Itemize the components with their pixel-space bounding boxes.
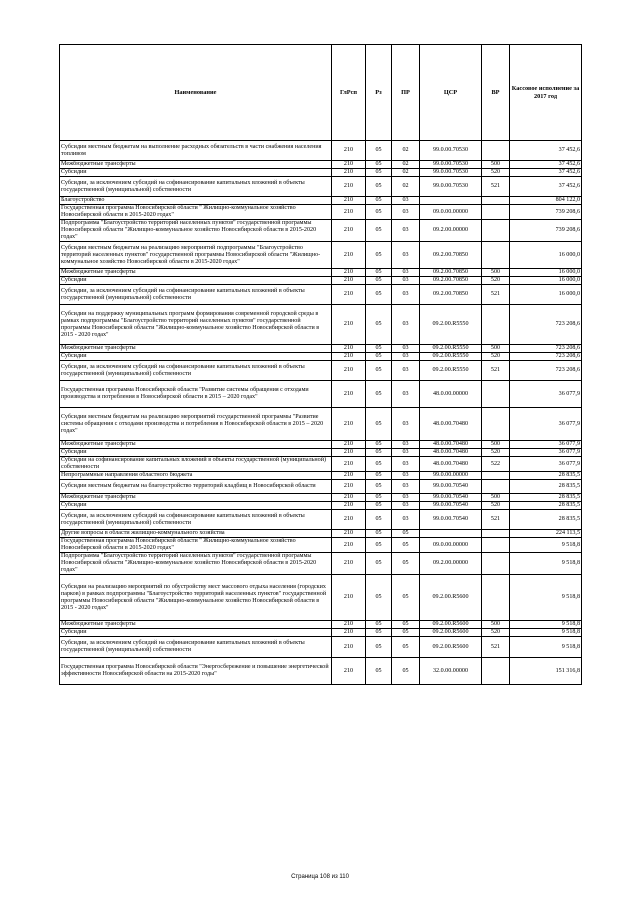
row-name: Субсидии, за исключением субсидий на софинансирование капитальных вложений в объекты государственной (муниципальной) собственности xyxy=(60,637,332,658)
row-name: Государственная программа Новосибирской области "Развитие системы обращения с отходами производства и потребления в Новосибирской области в 2015 – 2020 годах" xyxy=(60,381,332,408)
row-sum: 36 077,9 xyxy=(510,381,582,408)
row-vr: 521 xyxy=(482,177,510,197)
row-name: Благоустройство xyxy=(60,197,332,205)
row-pr: 03 xyxy=(392,449,420,457)
row-glrsp: 210 xyxy=(332,449,366,457)
row-pr: 03 xyxy=(392,510,420,530)
row-sum: 739 208,6 xyxy=(510,220,582,242)
row-rz: 05 xyxy=(366,277,392,285)
row-pr: 05 xyxy=(392,658,420,685)
row-vr: 520 xyxy=(482,502,510,510)
row-sum: 9 518,8 xyxy=(510,553,582,575)
row-vr: 500 xyxy=(482,161,510,169)
table-row xyxy=(60,269,582,277)
row-sum: 37 452,6 xyxy=(510,161,582,169)
row-rz: 05 xyxy=(366,353,392,361)
row-name: Субсидии на реализацию мероприятий по обустройству мест массового отдыха населения (городских парков) в рамках подпрограммы "Благоустройство территорий населенных пунктов" государственной программы Новосибирской области "Жилищно-коммунальное хозяйство Новосибирской области в 2015 - 2020 годах" xyxy=(60,575,332,621)
table-row xyxy=(60,621,582,629)
row-vr: 520 xyxy=(482,277,510,285)
table-row xyxy=(60,502,582,510)
row-vr: 521 xyxy=(482,510,510,530)
row-pr: 05 xyxy=(392,553,420,575)
table-row xyxy=(60,629,582,637)
row-pr: 05 xyxy=(392,637,420,658)
row-name: Государственная программа Новосибирской области " Жилищно-коммунальное хозяйство Новосибирской области в 2015-2020 годах" xyxy=(60,538,332,553)
row-vr: 520 xyxy=(482,169,510,177)
row-rz: 05 xyxy=(366,575,392,621)
table-row xyxy=(60,353,582,361)
row-sum: 723 208,6 xyxy=(510,361,582,381)
row-name: Субсидии на поддержку муниципальных программ формирования современной городской среды в рамках подпрограммы "Благоустройство территорий населенных пунктов" государственной программы Новосибирской области "Жилищно-коммунальное хозяйство Новосибирской области в 2015 - 2020 годах" xyxy=(60,305,332,345)
row-vr xyxy=(482,141,510,161)
table-row xyxy=(60,305,582,345)
row-vr: 521 xyxy=(482,361,510,381)
row-pr: 03 xyxy=(392,361,420,381)
row-vr xyxy=(482,205,510,220)
row-csr: 09.2.00.R5550 xyxy=(420,353,482,361)
row-name: Субсидии xyxy=(60,449,332,457)
table-row xyxy=(60,637,582,658)
table-row xyxy=(60,538,582,553)
table-row xyxy=(60,658,582,685)
row-sum: 37 452,6 xyxy=(510,177,582,197)
table-row xyxy=(60,575,582,621)
row-rz: 05 xyxy=(366,637,392,658)
row-glrsp: 210 xyxy=(332,177,366,197)
row-sum: 37 452,6 xyxy=(510,169,582,177)
row-glrsp: 210 xyxy=(332,637,366,658)
row-csr: 99.0.00.70540 xyxy=(420,494,482,502)
row-sum: 28 835,5 xyxy=(510,510,582,530)
row-sum: 16 000,0 xyxy=(510,242,582,269)
row-name: Другие вопросы в области жилищно-коммунального хозяйства xyxy=(60,530,332,538)
row-glrsp: 210 xyxy=(332,480,366,494)
row-glrsp: 210 xyxy=(332,141,366,161)
row-pr: 03 xyxy=(392,305,420,345)
row-rz: 05 xyxy=(366,269,392,277)
table-row xyxy=(60,205,582,220)
row-glrsp: 210 xyxy=(332,285,366,305)
row-vr: 500 xyxy=(482,441,510,449)
row-pr: 02 xyxy=(392,141,420,161)
row-csr: 09.2.00.R5600 xyxy=(420,621,482,629)
row-sum: 224 113,5 xyxy=(510,530,582,538)
row-csr: 99.0.00.70540 xyxy=(420,510,482,530)
row-pr: 03 xyxy=(392,381,420,408)
table-row xyxy=(60,169,582,177)
row-rz: 05 xyxy=(366,658,392,685)
row-rz: 05 xyxy=(366,305,392,345)
row-name: Субсидии, за исключением субсидий на софинансирование капитальных вложений в объекты государственной (муниципальной) собственности xyxy=(60,361,332,381)
row-sum: 28 835,5 xyxy=(510,502,582,510)
table-row xyxy=(60,285,582,305)
row-name: Межбюджетные трансферты xyxy=(60,269,332,277)
row-csr: 09.2.00.70850 xyxy=(420,285,482,305)
row-glrsp: 210 xyxy=(332,242,366,269)
row-glrsp: 210 xyxy=(332,472,366,480)
table-row xyxy=(60,494,582,502)
row-glrsp: 210 xyxy=(332,361,366,381)
row-pr: 03 xyxy=(392,502,420,510)
row-csr: 48.0.00.00000 xyxy=(420,381,482,408)
row-rz: 05 xyxy=(366,530,392,538)
row-sum: 28 835,5 xyxy=(510,494,582,502)
row-sum: 36 077,9 xyxy=(510,457,582,472)
row-name: Межбюджетные трансферты xyxy=(60,161,332,169)
row-csr: 09.2.00.70850 xyxy=(420,242,482,269)
row-rz: 05 xyxy=(366,621,392,629)
row-csr: 32.0.00.00000 xyxy=(420,658,482,685)
table-row xyxy=(60,141,582,161)
row-csr: 09.2.00.R5550 xyxy=(420,345,482,353)
row-csr: 99.0.00.70540 xyxy=(420,480,482,494)
row-vr: 521 xyxy=(482,285,510,305)
table-row xyxy=(60,408,582,441)
row-name: Субсидии xyxy=(60,169,332,177)
row-csr: 09.2.00.R5550 xyxy=(420,305,482,345)
row-rz: 05 xyxy=(366,285,392,305)
table-row xyxy=(60,472,582,480)
row-pr: 03 xyxy=(392,205,420,220)
row-rz: 05 xyxy=(366,457,392,472)
row-sum: 739 208,6 xyxy=(510,205,582,220)
row-vr xyxy=(482,305,510,345)
row-glrsp: 210 xyxy=(332,530,366,538)
row-sum: 723 208,6 xyxy=(510,345,582,353)
row-name: Подпрограмма "Благоустройство территорий населенных пунктов" государственной программы Новосибирской области "Жилищно-коммунальное хозяйство Новосибирской области в 2015-2020 годах" xyxy=(60,553,332,575)
row-sum: 9 518,8 xyxy=(510,637,582,658)
row-pr: 03 xyxy=(392,494,420,502)
row-glrsp: 210 xyxy=(332,169,366,177)
row-rz: 05 xyxy=(366,502,392,510)
row-rz: 05 xyxy=(366,205,392,220)
budget-table xyxy=(59,44,582,685)
row-csr: 99.0.00.00000 xyxy=(420,472,482,480)
row-rz: 05 xyxy=(366,480,392,494)
row-sum: 151 316,8 xyxy=(510,658,582,685)
table-row xyxy=(60,480,582,494)
row-rz: 05 xyxy=(366,220,392,242)
row-csr xyxy=(420,197,482,205)
row-sum: 36 077,9 xyxy=(510,408,582,441)
row-sum: 9 518,8 xyxy=(510,629,582,637)
row-name: Межбюджетные трансферты xyxy=(60,441,332,449)
row-sum: 36 077,9 xyxy=(510,441,582,449)
row-rz: 05 xyxy=(366,242,392,269)
row-name: Межбюджетные трансферты xyxy=(60,621,332,629)
row-csr: 99.0.00.70530 xyxy=(420,141,482,161)
row-rz: 05 xyxy=(366,177,392,197)
row-glrsp: 210 xyxy=(332,441,366,449)
row-pr: 03 xyxy=(392,269,420,277)
row-glrsp: 210 xyxy=(332,658,366,685)
table-row xyxy=(60,441,582,449)
row-csr: 09.0.00.00000 xyxy=(420,205,482,220)
row-csr: 48.0.00.70480 xyxy=(420,408,482,441)
row-glrsp: 210 xyxy=(332,629,366,637)
row-sum: 28 835,5 xyxy=(510,480,582,494)
header-vr: ВР xyxy=(482,45,510,141)
row-name: Субсидии xyxy=(60,277,332,285)
header-name: Наименование xyxy=(60,45,332,141)
header-rz: Рз xyxy=(366,45,392,141)
row-csr: 09.0.00.00000 xyxy=(420,538,482,553)
table-row xyxy=(60,530,582,538)
table-row xyxy=(60,345,582,353)
row-vr xyxy=(482,538,510,553)
row-name: Субсидии xyxy=(60,629,332,637)
row-sum: 28 835,5 xyxy=(510,472,582,480)
row-name: Субсидии местным бюджетам на выполнение расходных обязательств в части снабжения населения топливом xyxy=(60,141,332,161)
row-pr: 05 xyxy=(392,575,420,621)
row-vr: 520 xyxy=(482,449,510,457)
row-rz: 05 xyxy=(366,345,392,353)
row-vr: 500 xyxy=(482,621,510,629)
row-vr xyxy=(482,381,510,408)
row-rz: 05 xyxy=(366,553,392,575)
row-glrsp: 210 xyxy=(332,353,366,361)
row-vr xyxy=(482,530,510,538)
row-csr: 09.2.00.70850 xyxy=(420,277,482,285)
row-sum: 36 077,9 xyxy=(510,449,582,457)
row-csr: 09.2.00.00000 xyxy=(420,553,482,575)
row-sum: 37 452,6 xyxy=(510,141,582,161)
header-csr: ЦСР xyxy=(420,45,482,141)
row-glrsp: 210 xyxy=(332,345,366,353)
header-sum: Кассовое исполнение за 2017 год xyxy=(510,45,582,141)
table-row xyxy=(60,161,582,169)
table-body xyxy=(60,141,582,685)
header-pr: ПР xyxy=(392,45,420,141)
row-vr xyxy=(482,472,510,480)
table-row xyxy=(60,177,582,197)
row-rz: 05 xyxy=(366,441,392,449)
row-vr: 522 xyxy=(482,457,510,472)
row-name: Субсидии, за исключением субсидий на софинансирование капитальных вложений в объекты государственной (муниципальной) собственности xyxy=(60,510,332,530)
row-csr: 99.0.00.70530 xyxy=(420,161,482,169)
row-name: Межбюджетные трансферты xyxy=(60,494,332,502)
row-vr xyxy=(482,658,510,685)
row-rz: 05 xyxy=(366,538,392,553)
row-glrsp: 210 xyxy=(332,538,366,553)
row-rz: 05 xyxy=(366,408,392,441)
row-pr: 03 xyxy=(392,242,420,269)
row-name: Подпрограмма "Благоустройство территорий населенных пунктов" государственной программы Новосибирской области "Жилищно-коммунальное хозяйство Новосибирской области в 2015-2020 годах" xyxy=(60,220,332,242)
row-glrsp: 210 xyxy=(332,457,366,472)
row-csr: 99.0.00.70530 xyxy=(420,177,482,197)
row-vr xyxy=(482,480,510,494)
row-pr: 02 xyxy=(392,177,420,197)
row-rz: 05 xyxy=(366,161,392,169)
row-glrsp: 210 xyxy=(332,502,366,510)
row-name: Субсидии xyxy=(60,353,332,361)
row-csr: 09.2.00.R5600 xyxy=(420,575,482,621)
row-rz: 05 xyxy=(366,169,392,177)
row-vr: 500 xyxy=(482,494,510,502)
row-sum: 16 000,0 xyxy=(510,277,582,285)
row-sum: 9 518,8 xyxy=(510,538,582,553)
row-name: Государственная программа Новосибирской области "Энергосбережение и повышение энергетической эффективности Новосибирской области на 2015-2020 годы" xyxy=(60,658,332,685)
row-sum: 9 518,8 xyxy=(510,621,582,629)
row-pr: 03 xyxy=(392,277,420,285)
row-pr: 02 xyxy=(392,161,420,169)
table-row xyxy=(60,220,582,242)
row-vr xyxy=(482,197,510,205)
row-sum: 804 122,0 xyxy=(510,197,582,205)
row-vr: 500 xyxy=(482,345,510,353)
row-csr: 09.2.00.00000 xyxy=(420,220,482,242)
row-pr: 03 xyxy=(392,220,420,242)
row-glrsp: 210 xyxy=(332,277,366,285)
row-csr: 09.2.00.R5550 xyxy=(420,361,482,381)
row-glrsp: 210 xyxy=(332,205,366,220)
row-csr: 99.0.00.70530 xyxy=(420,169,482,177)
row-vr xyxy=(482,408,510,441)
row-rz: 05 xyxy=(366,141,392,161)
table-row xyxy=(60,197,582,205)
row-rz: 05 xyxy=(366,361,392,381)
row-pr: 05 xyxy=(392,530,420,538)
row-rz: 05 xyxy=(366,629,392,637)
row-pr: 03 xyxy=(392,457,420,472)
row-pr: 02 xyxy=(392,169,420,177)
table-row xyxy=(60,510,582,530)
row-pr: 03 xyxy=(392,353,420,361)
row-vr xyxy=(482,220,510,242)
row-glrsp: 210 xyxy=(332,220,366,242)
row-vr xyxy=(482,242,510,269)
row-glrsp: 210 xyxy=(332,621,366,629)
row-glrsp: 210 xyxy=(332,553,366,575)
row-pr: 05 xyxy=(392,629,420,637)
row-rz: 05 xyxy=(366,381,392,408)
table-row xyxy=(60,381,582,408)
row-glrsp: 210 xyxy=(332,161,366,169)
row-name: Субсидии местным бюджетам на реализацию мероприятий подпрограммы "Благоустройство территорий населенных пунктов" государственной программы Новосибирской области "Жилищно-коммунальное хозяйство Новосибирской области в 2015-2020 годах" xyxy=(60,242,332,269)
row-name: Межбюджетные трансферты xyxy=(60,345,332,353)
row-vr: 520 xyxy=(482,629,510,637)
table-row xyxy=(60,449,582,457)
table-row xyxy=(60,457,582,472)
row-pr: 03 xyxy=(392,472,420,480)
row-pr: 03 xyxy=(392,197,420,205)
row-name: Субсидии xyxy=(60,502,332,510)
row-name: Субсидии на софинансирование капитальных вложений в объекты государственной (муниципальной) собственности xyxy=(60,457,332,472)
row-glrsp: 210 xyxy=(332,510,366,530)
row-pr: 03 xyxy=(392,480,420,494)
row-rz: 05 xyxy=(366,449,392,457)
row-vr: 520 xyxy=(482,353,510,361)
row-rz: 05 xyxy=(366,494,392,502)
row-csr: 09.2.00.R5600 xyxy=(420,629,482,637)
row-glrsp: 210 xyxy=(332,494,366,502)
row-pr: 03 xyxy=(392,408,420,441)
row-pr: 03 xyxy=(392,285,420,305)
row-glrsp: 210 xyxy=(332,381,366,408)
header-glrsp: ГлРсп xyxy=(332,45,366,141)
row-sum: 9 518,8 xyxy=(510,575,582,621)
row-csr: 48.0.00.70480 xyxy=(420,441,482,449)
row-glrsp: 210 xyxy=(332,197,366,205)
table-row xyxy=(60,553,582,575)
row-csr: 99.0.00.70540 xyxy=(420,502,482,510)
row-vr xyxy=(482,553,510,575)
page-footer: Страница 108 из 110 xyxy=(291,874,349,880)
row-rz: 05 xyxy=(366,510,392,530)
row-glrsp: 210 xyxy=(332,408,366,441)
row-vr: 500 xyxy=(482,269,510,277)
row-pr: 03 xyxy=(392,345,420,353)
row-pr: 03 xyxy=(392,441,420,449)
row-sum: 723 208,6 xyxy=(510,353,582,361)
table-row xyxy=(60,277,582,285)
row-name: Субсидии, за исключением субсидий на софинансирование капитальных вложений в объекты государственной (муниципальной) собственности xyxy=(60,285,332,305)
row-csr: 48.0.00.70480 xyxy=(420,457,482,472)
row-sum: 723 208,6 xyxy=(510,305,582,345)
row-rz: 05 xyxy=(366,472,392,480)
row-name: Субсидии, за исключением субсидий на софинансирование капитальных вложений в объекты государственной (муниципальной) собственности xyxy=(60,177,332,197)
row-name: Субсидии местным бюджетам на благоустройство территорий кладбищ в Новосибирской области xyxy=(60,480,332,494)
row-csr: 09.2.00.70850 xyxy=(420,269,482,277)
row-sum: 16 000,0 xyxy=(510,269,582,277)
table-row xyxy=(60,361,582,381)
row-vr xyxy=(482,575,510,621)
row-csr xyxy=(420,530,482,538)
row-csr: 09.2.00.R5600 xyxy=(420,637,482,658)
row-rz: 05 xyxy=(366,197,392,205)
budget-sheet xyxy=(59,44,581,685)
row-pr: 05 xyxy=(392,621,420,629)
row-name: Государственная программа Новосибирской области " Жилищно-коммунальное хозяйство Новосибирской области в 2015-2020 годах" xyxy=(60,205,332,220)
row-name: Непрограммные направления областного бюджета xyxy=(60,472,332,480)
row-glrsp: 210 xyxy=(332,305,366,345)
row-sum: 16 000,0 xyxy=(510,285,582,305)
row-vr: 521 xyxy=(482,637,510,658)
table-header-row xyxy=(60,45,582,141)
row-glrsp: 210 xyxy=(332,269,366,277)
row-glrsp: 210 xyxy=(332,575,366,621)
row-pr: 05 xyxy=(392,538,420,553)
table-row xyxy=(60,242,582,269)
row-name: Субсидии местным бюджетам на реализацию мероприятий государственной программы "Развитие системы обращения с отходами производства и потребления в Новосибирской области в 2015 – 2020 годах" xyxy=(60,408,332,441)
row-csr: 48.0.00.70480 xyxy=(420,449,482,457)
